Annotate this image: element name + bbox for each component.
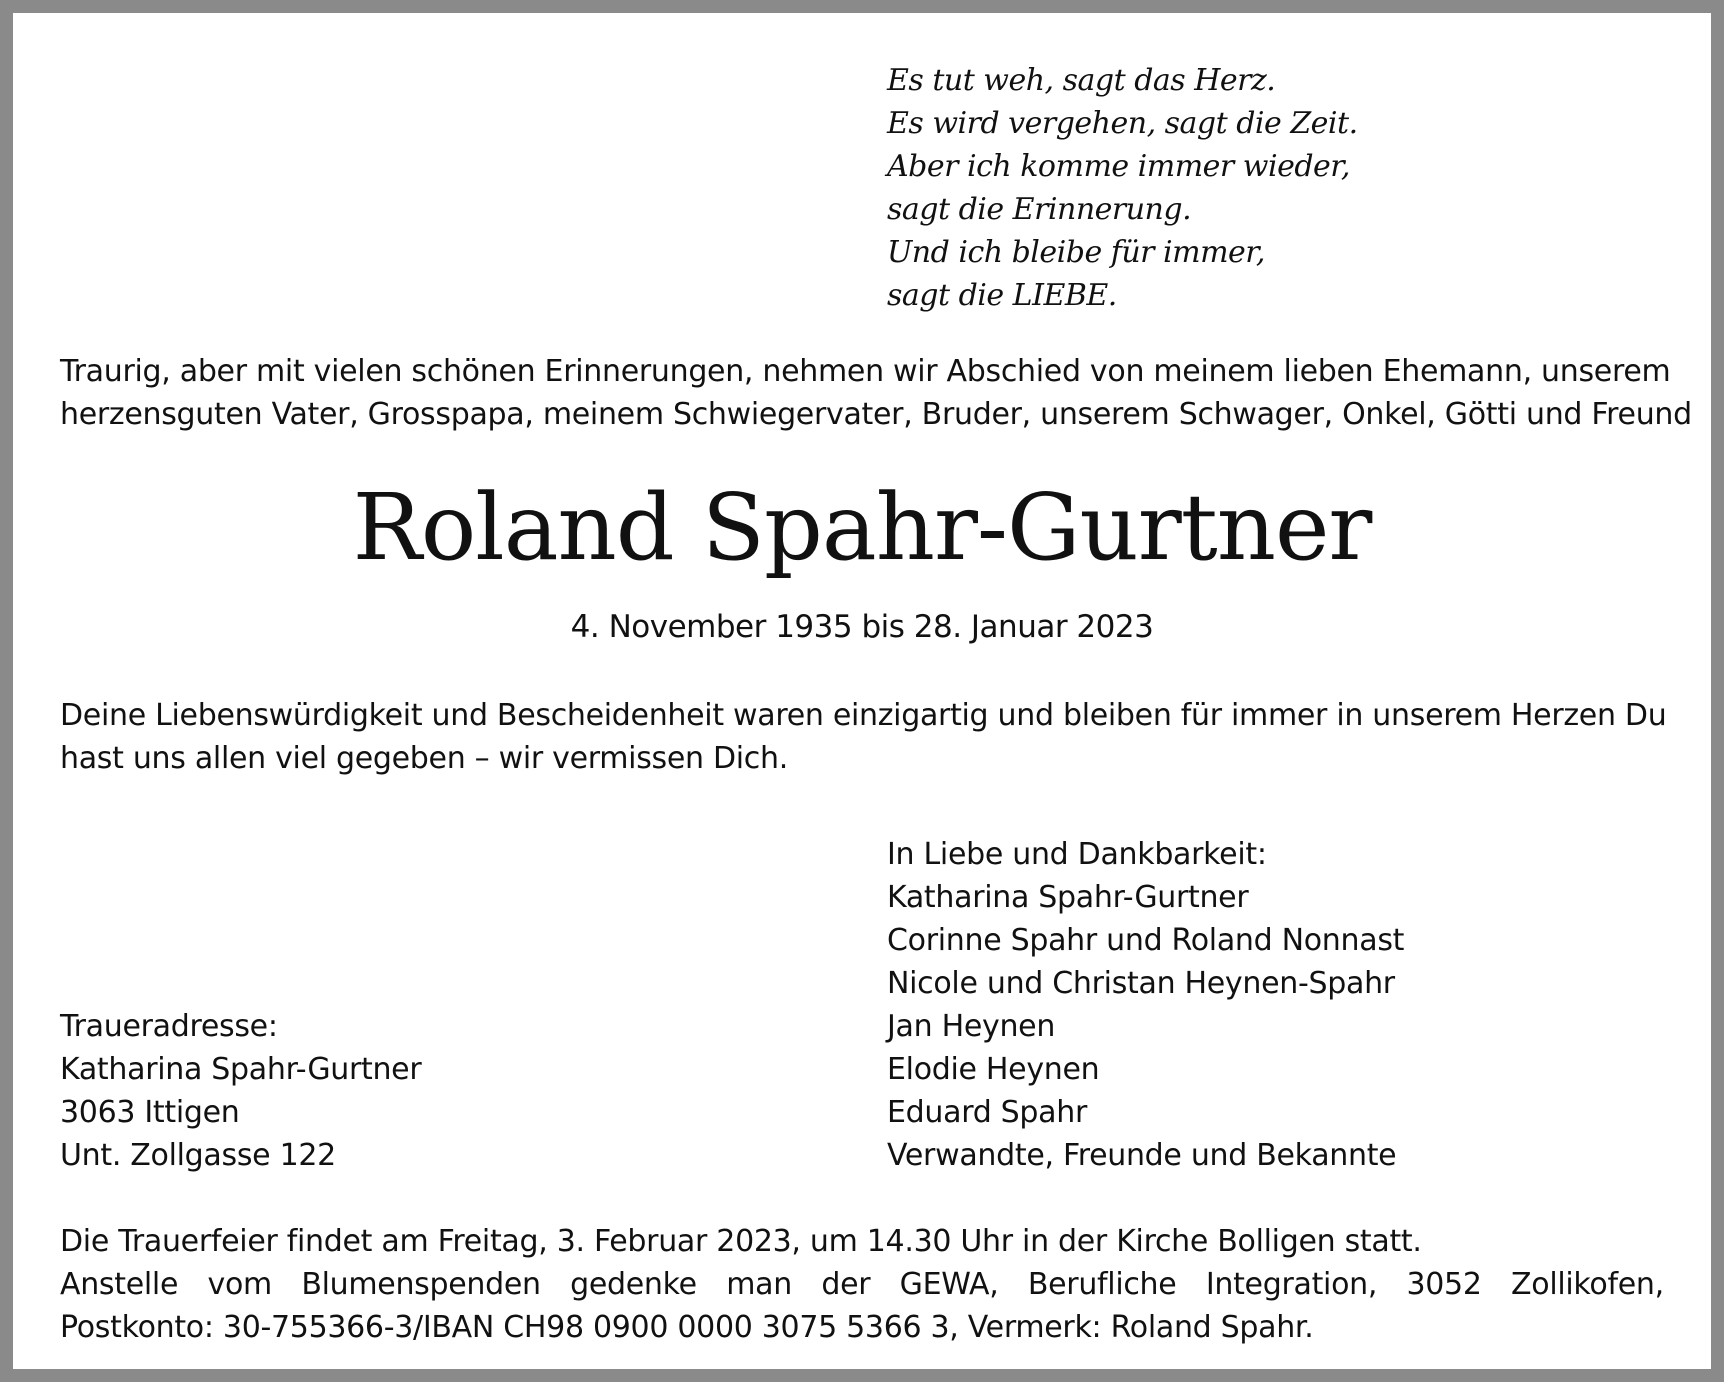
mourner-name: Verwandte, Freunde und Bekannte [887,1138,1397,1173]
donation-line [60,1263,1664,1306]
mourner-name: Eduard Spahr [887,1095,1087,1130]
mourner-name: Corinne Spahr und Roland Nonnast [887,923,1405,958]
poem-line: Es wird vergehen, sagt die Zeit. [887,106,1358,141]
donation-word: GEWA, [899,1267,999,1302]
deceased-name: Roland Spahr-Gurtner [352,474,1372,581]
funeral-service-line: Die Trauerfeier findet am Freitag, 3. Februar 2023, um 14.30 Uhr in der Kirche Bolligen statt. [60,1224,1422,1259]
obituary-notice [13,13,1711,1369]
bank-account-line: Postkonto: 30-755366-3/IBAN CH98 0900 0000 3075 5366 3, Vermerk: Roland Spahr. [60,1310,1314,1345]
intro-line: Traurig, aber mit vielen schönen Erinnerungen, nehmen wir Abschied von meinem lieben Ehemann, unserem [60,354,1671,389]
poem-line: Aber ich komme immer wieder, [887,149,1350,184]
address-line: Katharina Spahr-Gurtner [60,1052,422,1087]
poem-line: Und ich bleibe für immer, [887,235,1265,270]
mourners-heading: In Liebe und Dankbarkeit: [887,837,1267,872]
donation-word: Anstelle [60,1267,179,1302]
poem-line: sagt die LIEBE. [887,278,1117,313]
donation-word: man [726,1267,792,1302]
address-line: 3063 Ittigen [60,1095,240,1130]
mourner-name: Katharina Spahr-Gurtner [887,880,1249,915]
poem [887,59,1358,317]
donation-word: vom [207,1267,272,1302]
intro-line: herzensguten Vater, Grosspapa, meinem Schwiegervater, Bruder, unserem Schwager, Onkel, Götti und Freund [60,397,1692,432]
donation-word: Berufliche [1027,1267,1177,1302]
mourning-address [60,1005,421,1177]
funeral-info [60,1220,1664,1349]
mourner-name: Elodie Heynen [887,1052,1100,1087]
intro-text [60,350,1692,436]
donation-word: der [821,1267,871,1302]
message-line: hast uns allen viel gegeben – wir vermissen Dich. [60,741,788,776]
donation-word: 3052 [1406,1267,1482,1302]
tribute-message [60,694,1667,780]
mourner-name: Nicole und Christan Heynen-Spahr [887,966,1395,1001]
donation-word: Integration, [1205,1267,1378,1302]
poem-line: sagt die Erinnerung. [887,192,1192,227]
mourners-list [887,833,1404,1177]
life-dates: 4. November 1935 bis 28. Januar 2023 [570,609,1154,645]
donation-word: Zollikofen, [1511,1267,1664,1302]
donation-word: gedenke [570,1267,697,1302]
message-line: Deine Liebenswürdigkeit und Bescheidenheit waren einzigartig und bleiben für immer in unserem Herzen Du [60,698,1667,733]
poem-line: Es tut weh, sagt das Herz. [887,63,1276,98]
address-line: Unt. Zollgasse 122 [60,1138,336,1173]
donation-word: Blumenspenden [301,1267,541,1302]
mourner-name: Jan Heynen [887,1009,1056,1044]
address-heading: Traueradresse: [60,1009,278,1044]
